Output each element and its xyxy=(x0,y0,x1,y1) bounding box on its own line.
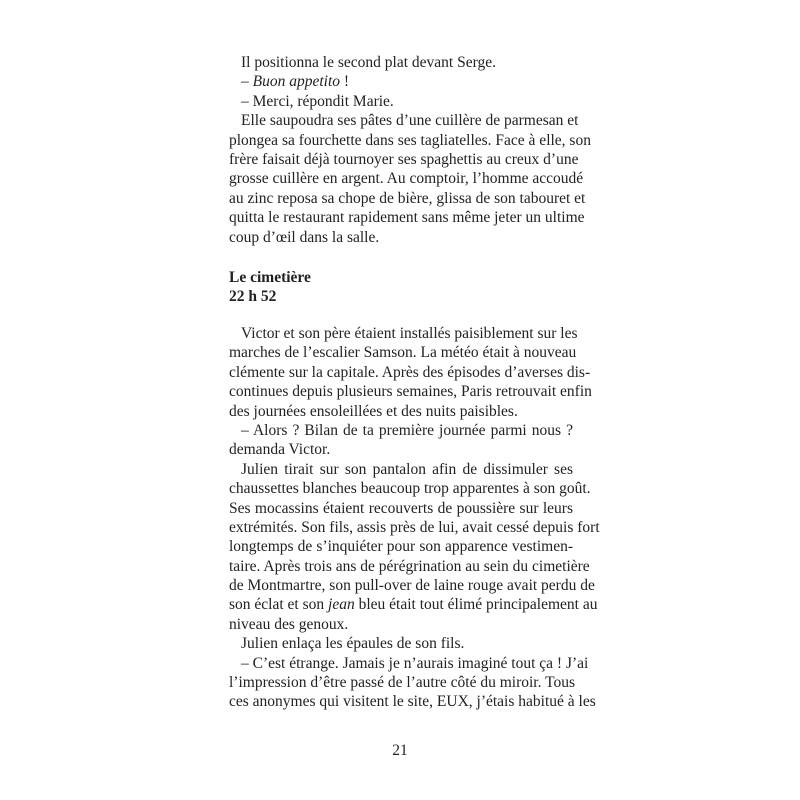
text-line: Julien enlaça les épaules de son fils. xyxy=(241,635,465,653)
text-line: longtemps de s’inquiéter pour son apparence vestimen- xyxy=(229,538,573,556)
text-line: quitta le restaurant rapidement sans même jeter un ultime xyxy=(229,209,585,227)
text-segment: – xyxy=(241,73,253,91)
text-line: clémente sur la capitale. Après des épisodes d’averses dis- xyxy=(229,363,591,381)
top-paragraphs xyxy=(229,53,591,247)
text-line: niveau des genoux. xyxy=(229,615,349,633)
text-line: – Merci, répondit Marie. xyxy=(241,92,394,110)
chapter-body xyxy=(229,324,600,712)
text-line: – Alors ? Bilan de ta première journée parmi nous ? xyxy=(241,421,573,439)
text-segment: bleu était tout élimé principalement au xyxy=(354,596,598,614)
text-line: taire. Après trois ans de pérégrination au sein du cimetière xyxy=(229,557,590,575)
text-line: Il positionna le second plat devant Serge. xyxy=(241,54,496,71)
text-line: ces anonymes qui visitent le site, EUX, j’étais habitué à les xyxy=(229,693,596,711)
chapter-heading xyxy=(229,268,573,307)
italic-text: jean xyxy=(328,596,355,614)
text-line: au zinc reposa sa chope de bière, glissa de son tabouret et xyxy=(229,189,586,207)
text-line: des journées ensoleillées et des nuits paisibles. xyxy=(229,402,518,420)
text-line: frère faisait déjà tournoyer ses spaghettis au creux d’une xyxy=(229,150,579,168)
text-line: l’impression d’être passé de l’autre côté du miroir. Tous xyxy=(229,674,575,692)
text-line xyxy=(229,595,598,614)
page-number: 21 xyxy=(392,742,408,759)
text-line: Elle saupoudra ses pâtes d’une cuillère de parmesan et xyxy=(241,112,579,130)
text-line xyxy=(229,72,573,91)
text-segment: ! xyxy=(340,73,350,91)
text-line: Victor et son père étaient installés paisiblement sur les xyxy=(241,325,578,342)
text-line: demanda Victor. xyxy=(229,441,331,459)
text-line: de Montmartre, son pull-over de laine rouge avait perdu de xyxy=(229,577,595,595)
text-line: marches de l’escalier Samson. La météo était à nouveau xyxy=(229,344,577,362)
text-line: continues depuis plusieurs semaines, Paris retrouvait enfin xyxy=(229,383,592,401)
italic-text: Buon appetito xyxy=(252,73,341,91)
text-segment: son éclat et son xyxy=(229,596,329,614)
text-line: chaussettes blanches beaucoup trop apparentes à son goût. xyxy=(229,480,591,498)
text-line: coup d’œil dans la salle. xyxy=(229,228,380,246)
text-line: extrémités. Son fils, assis près de lui, avait cessé depuis fort xyxy=(229,518,600,536)
chapter-time: 22 h 52 xyxy=(229,288,277,306)
text-line: Julien tirait sur son pantalon afin de dissimuler ses xyxy=(241,460,573,478)
chapter-title: Le cimetière xyxy=(229,269,311,286)
text-line: plongea sa fourchette dans ses tagliatelles. Face à elle, son xyxy=(229,131,591,149)
text-line: – C’est étrange. Jamais je n’aurais imaginé tout ça ! J’ai xyxy=(241,654,589,672)
text-line: Ses mocassins étaient recouverts de poussière sur leurs xyxy=(229,499,573,517)
text-line: grosse cuillère en argent. Au comptoir, l’homme accoudé xyxy=(229,170,584,188)
